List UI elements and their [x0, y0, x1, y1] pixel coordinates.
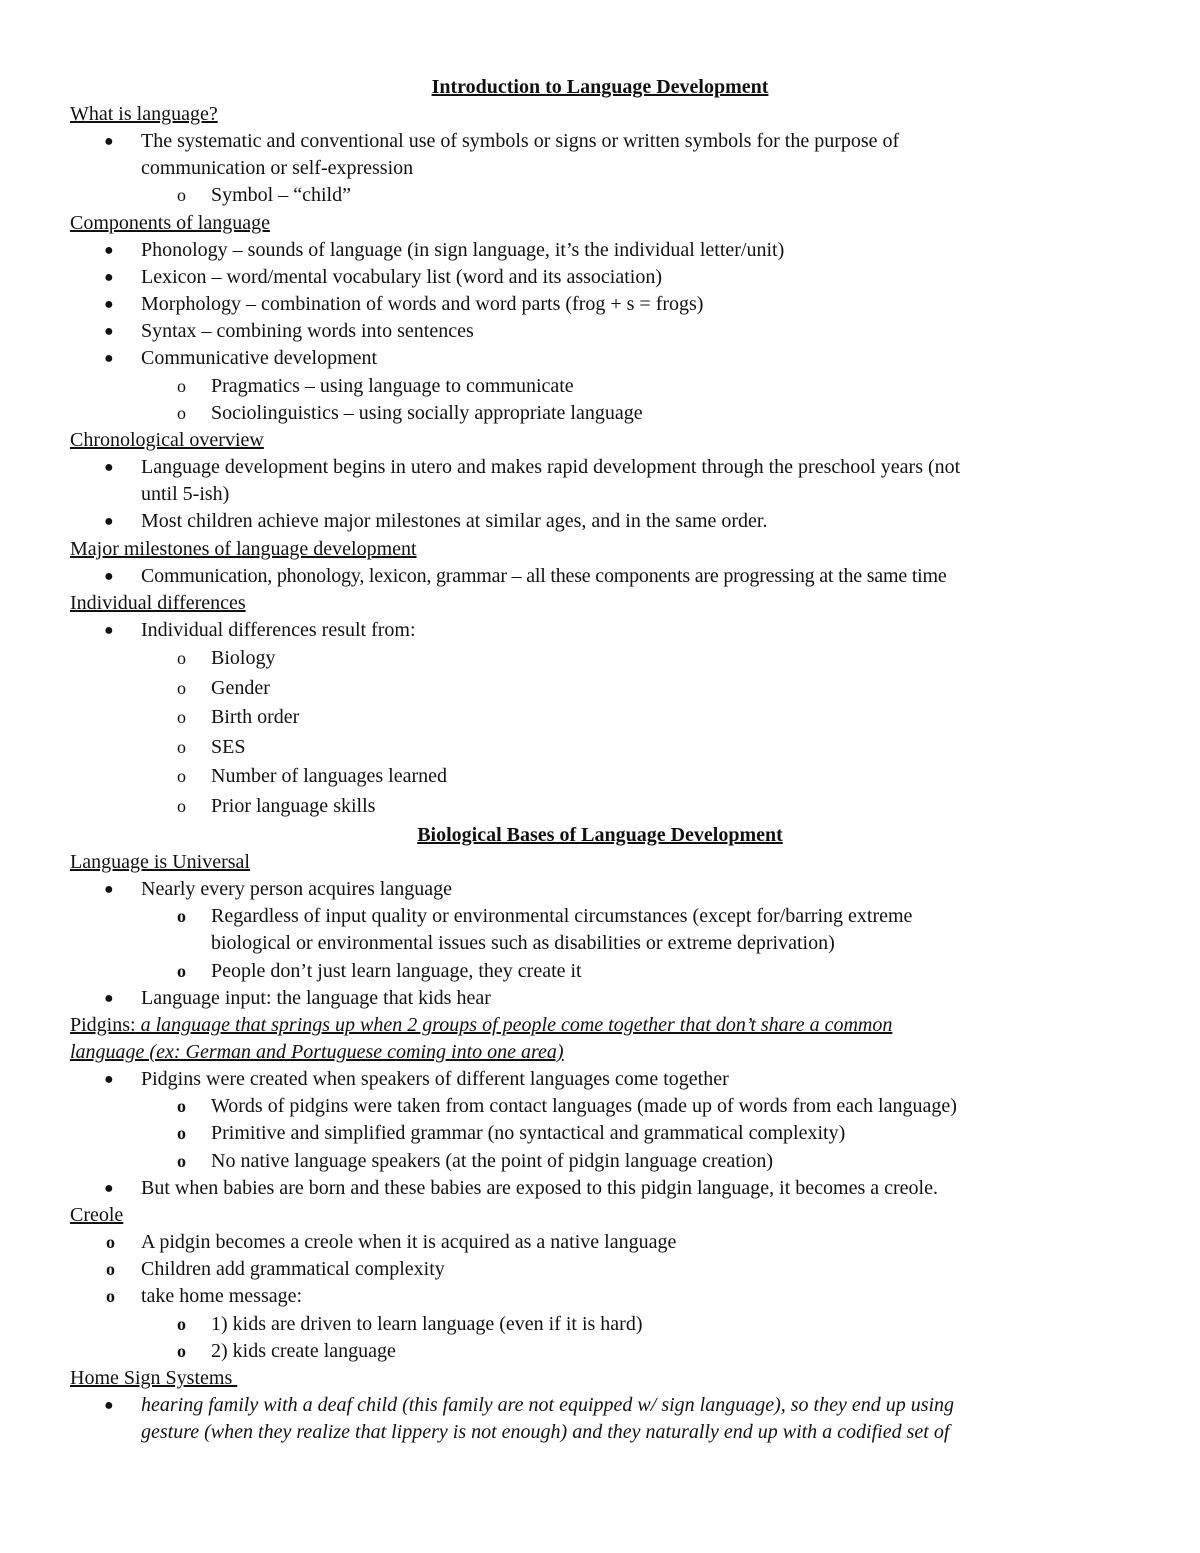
- list-item: ● Language input: the language that kids hear: [70, 985, 1130, 1012]
- section-title-intro: Introduction to Language Development: [431, 76, 769, 98]
- list-item: o 2) kids create language: [70, 1338, 1130, 1365]
- heading-home-sign: Home Sign Systems: [70, 1367, 238, 1390]
- list-item: ● Nearly every person acquires language: [70, 876, 1130, 903]
- list-item: o 1) kids are driven to learn language (even if it is hard): [70, 1311, 1130, 1338]
- list-item: o A pidgin becomes a creole when it is acquired as a native language: [70, 1229, 1130, 1256]
- circle-bullet-icon: o: [106, 1286, 115, 1307]
- circle-bullet-icon: o: [177, 1340, 186, 1361]
- list-item: o Symbol – “child”: [70, 182, 1130, 209]
- bullet-icon: ●: [104, 1397, 114, 1415]
- heading-components: Components of language: [70, 211, 270, 234]
- list-item: ● Most children achieve major milestones at similar ages, and in the same order.: [70, 508, 1130, 535]
- list-item: ● Syntax – combining words into sentences: [70, 318, 1130, 345]
- list-item-continuation: gesture (when they realize that lippery is not enough) and they naturally end up with a codified set of: [141, 1421, 950, 1444]
- list-item: ● Pidgins were created when speakers of different languages come together: [70, 1066, 1130, 1093]
- bullet-icon: ●: [104, 989, 114, 1007]
- list-item: o Prior language skills: [70, 792, 1130, 822]
- list-item-continuation: until 5-ish): [141, 483, 230, 506]
- list-item: ● Language development begins in utero and makes rapid development through the preschool years (not: [70, 454, 1130, 481]
- list-item: ● Communicative development: [70, 345, 1130, 372]
- list-item: ● Morphology – combination of words and word parts (frog + s = frogs): [70, 291, 1130, 318]
- circle-bullet-icon: o: [177, 375, 186, 396]
- heading-universal: Language is Universal: [70, 851, 250, 874]
- heading-chronological: Chronological overview: [70, 429, 264, 452]
- list-item: o Regardless of input quality or environmental circumstances (except for/barring extreme: [70, 903, 1130, 930]
- list-item: o SES: [70, 733, 1130, 763]
- list-item-continuation: communication or self-expression: [141, 157, 414, 180]
- bullet-icon: ●: [104, 268, 114, 286]
- circle-bullet-icon: o: [177, 795, 186, 816]
- list-item: ● Phonology – sounds of language (in sign language, it’s the individual letter/unit): [70, 237, 1130, 264]
- bullet-icon: ●: [104, 350, 114, 368]
- list-item: o Children add grammatical complexity: [70, 1256, 1130, 1283]
- circle-bullet-icon: o: [177, 648, 186, 669]
- circle-bullet-icon: o: [177, 1123, 186, 1144]
- circle-bullet-icon: o: [177, 1313, 186, 1334]
- bullet-icon: ●: [104, 1071, 114, 1089]
- list-item: ● But when babies are born and these babies are exposed to this pidgin language, it becomes a creole.: [70, 1175, 1130, 1202]
- circle-bullet-icon: o: [177, 677, 186, 698]
- bullet-icon: ●: [104, 1179, 114, 1197]
- circle-bullet-icon: o: [177, 960, 186, 981]
- list-item: o People don’t just learn language, they create it: [70, 958, 1130, 985]
- list-item: o Pragmatics – using language to communicate: [70, 373, 1130, 400]
- bullet-icon: ●: [104, 241, 114, 259]
- section-title-biological: Biological Bases of Language Development: [417, 824, 783, 847]
- list-item: o Biology: [70, 644, 1130, 674]
- list-item: o Words of pidgins were taken from contact languages (made up of words from each language): [70, 1093, 1130, 1120]
- list-item: o Gender: [70, 674, 1130, 704]
- list-item: ● Communication, phonology, lexicon, grammar – all these components are progressing at the same time: [70, 563, 1130, 590]
- list-item: o Birth order: [70, 703, 1130, 733]
- list-item: o Sociolinguistics – using socially appropriate language: [70, 400, 1130, 427]
- circle-bullet-icon: o: [177, 1150, 186, 1171]
- bullet-icon: ●: [104, 323, 114, 341]
- heading-pidgins-continuation: language (ex: German and Portuguese coming into one area): [70, 1041, 564, 1064]
- circle-bullet-icon: o: [177, 707, 186, 728]
- circle-bullet-icon: o: [177, 1096, 186, 1117]
- circle-bullet-icon: o: [106, 1259, 115, 1280]
- list-item-continuation: biological or environmental issues such as disabilities or extreme deprivation): [211, 932, 835, 955]
- circle-bullet-icon: o: [177, 402, 186, 423]
- list-item: o Number of languages learned: [70, 762, 1130, 792]
- circle-bullet-icon: o: [106, 1232, 115, 1253]
- heading-individual-differences: Individual differences: [70, 591, 246, 614]
- list-item: ● The systematic and conventional use of symbols or signs or written symbols for the purpose of: [70, 128, 1130, 155]
- circle-bullet-icon: o: [177, 766, 186, 787]
- heading-milestones: Major milestones of language development: [70, 537, 417, 560]
- bullet-icon: ●: [104, 296, 114, 314]
- bullet-icon: ●: [104, 567, 114, 585]
- heading-pidgins: Pidgins: a language that springs up when 2 groups of people come together that don’t share a common: [70, 1014, 893, 1037]
- bullet-icon: ●: [104, 133, 114, 150]
- circle-bullet-icon: o: [177, 736, 186, 757]
- heading-creole: Creole: [70, 1204, 124, 1227]
- circle-bullet-icon: o: [177, 185, 186, 206]
- list-item: o No native language speakers (at the point of pidgin language creation): [70, 1148, 1130, 1175]
- list-item: ● Individual differences result from:: [70, 617, 1130, 644]
- list-item: ● hearing family with a deaf child (this family are not equipped w/ sign language), so they end up using: [70, 1392, 1130, 1419]
- list-item: ● Lexicon – word/mental vocabulary list (word and its association): [70, 264, 1130, 291]
- bullet-icon: ●: [104, 621, 114, 639]
- bullet-icon: ●: [104, 513, 114, 531]
- document-page: [70, 73, 1130, 1447]
- list-item: o Primitive and simplified grammar (no syntactical and grammatical complexity): [70, 1120, 1130, 1147]
- bullet-icon: ●: [104, 459, 114, 477]
- list-item: o take home message:: [70, 1283, 1130, 1310]
- bullet-icon: ●: [104, 881, 114, 899]
- heading-what-is-language: What is language?: [70, 103, 218, 125]
- circle-bullet-icon: o: [177, 906, 186, 927]
